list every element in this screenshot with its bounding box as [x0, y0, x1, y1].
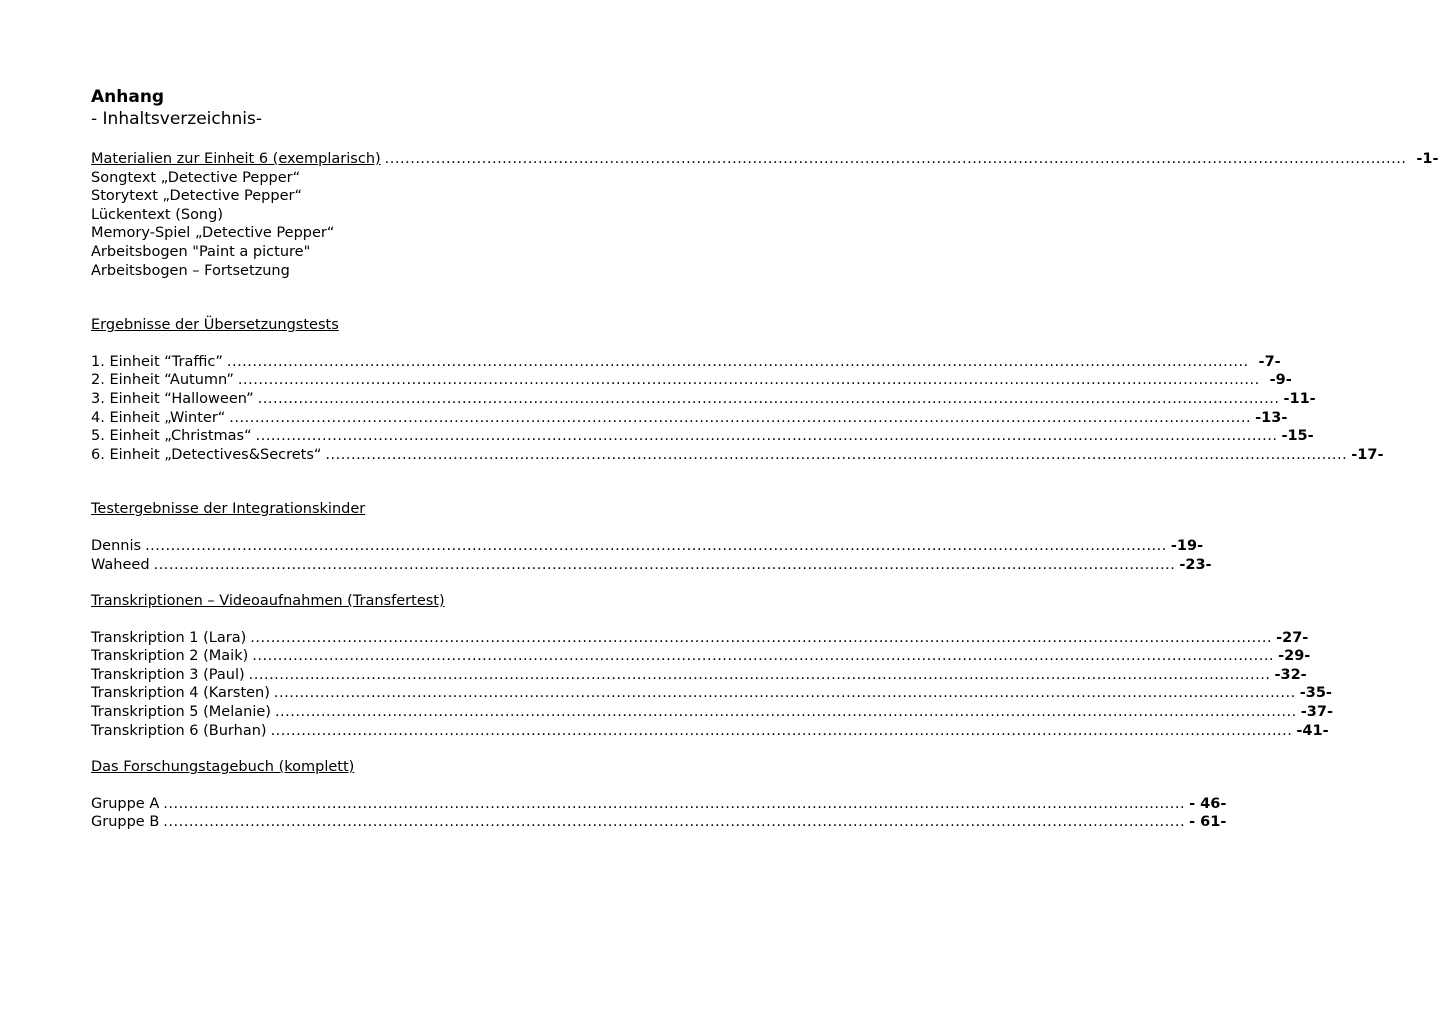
toc-entry: [91, 722, 1329, 741]
page-number: -35-: [1299, 685, 1332, 702]
toc-entry: [91, 537, 1204, 556]
section-title: Ergebnisse der Übersetzungstests: [91, 317, 339, 334]
dot-leader: ........................................................................................................................................................................................................: [250, 629, 1273, 646]
toc-entry: [91, 556, 1212, 575]
toc-entry: [91, 647, 1311, 666]
page-number: -27-: [1276, 629, 1309, 646]
page-number: -41-: [1296, 722, 1329, 739]
spacer: [91, 777, 681, 795]
dot-leader: ........................................................................................................................................................................................................: [270, 722, 1293, 739]
item-label: Arbeitsbogen – Fortsetzung: [91, 262, 290, 279]
dot-leader: ........................................................................................................................................................................................................: [163, 814, 1186, 831]
toc-entry: [91, 684, 1332, 703]
dot-leader: ........................................................................................................................................................................................................: [226, 353, 1249, 370]
toc-page: [91, 86, 1439, 832]
toc-entry: [91, 427, 1314, 446]
page-number: -17-: [1351, 446, 1384, 463]
dot-leader: ........................................................................................................................................................................................................: [255, 428, 1278, 445]
dot-leader: ........................................................................................................................................................................................................: [273, 685, 1296, 702]
entry-label: Transkription 4 (Karsten): [91, 685, 270, 702]
item-label: Lückentext (Song): [91, 206, 223, 223]
spacer: [91, 740, 681, 758]
toc-entry: [91, 353, 1281, 372]
dot-leader: ........................................................................................................................................................................................................: [257, 390, 1280, 407]
toc-item: [91, 169, 681, 188]
section-title: Transkriptionen – Videoaufnahmen (Transfertest): [91, 593, 445, 610]
toc-item: [91, 187, 681, 206]
section-title: Testergebnisse der Integrationskinder: [91, 501, 366, 518]
entry-label: Transkription 3 (Paul): [91, 666, 245, 683]
toc-entry: [91, 629, 1309, 648]
page-number: -23-: [1179, 556, 1212, 573]
entry-label: Transkription 2 (Maik): [91, 648, 249, 665]
entry-label: Dennis: [91, 537, 142, 554]
toc-section-uebersetzungstests: [91, 316, 681, 335]
item-label: Storytext „Detective Pepper“: [91, 188, 302, 205]
section-title: Das Forschungstagebuch (komplett): [91, 759, 355, 776]
page-number: -29-: [1278, 648, 1311, 665]
page-number: -7-: [1258, 353, 1281, 370]
dot-leader: ........................................................................................................................................................................................................: [252, 648, 1275, 665]
entry-label: Waheed: [91, 556, 150, 573]
entry-label: 6. Einheit „Detectives&Secrets“: [91, 446, 322, 463]
entry-label: Gruppe A: [91, 795, 160, 812]
dot-leader: ........................................................................................................................................................................................................: [163, 795, 1186, 812]
page-number: - 46-: [1189, 795, 1227, 812]
toc-item: [91, 243, 681, 262]
page-number: - 61-: [1189, 814, 1227, 831]
dot-leader: ........................................................................................................................................................................................................: [325, 446, 1348, 463]
entry-label: 2. Einheit “Autumn”: [91, 372, 234, 389]
spacer: [91, 464, 681, 500]
page-number: -13-: [1255, 409, 1288, 426]
toc-item: [91, 224, 681, 243]
toc-section-materialien: [91, 150, 1439, 169]
toc-entry: [91, 666, 1307, 685]
spacer: [91, 280, 681, 316]
entry-label: 1. Einheit “Traffic”: [91, 353, 223, 370]
toc-entry: [91, 446, 1384, 465]
page-number: -37-: [1300, 704, 1333, 721]
entry-label: Transkription 5 (Melanie): [91, 704, 271, 721]
toc-section-transkriptionen: [91, 592, 681, 611]
page-number: -19-: [1170, 537, 1204, 554]
spacer: [91, 574, 681, 592]
item-label: Arbeitsbogen "Paint a picture": [91, 243, 311, 260]
dot-leader: ........................................................................................................................................................................................................: [248, 666, 1271, 683]
toc-item: [91, 206, 681, 225]
item-label: Memory-Spiel „Detective Pepper“: [91, 225, 335, 242]
dot-leader: ........................................................................................................................................................................................................: [384, 151, 1407, 167]
spacer: [91, 611, 681, 629]
entry-label: Gruppe B: [91, 814, 160, 831]
toc-entry: [91, 795, 1227, 814]
toc-section-forschungstagebuch: [91, 758, 681, 777]
toc-entry: [91, 409, 1288, 428]
dot-leader: ........................................................................................................................................................................................................: [145, 537, 1167, 554]
section-title: Materialien zur Einheit 6 (exemplarisch): [91, 151, 381, 167]
page-number: -9-: [1269, 372, 1292, 389]
spacer: [91, 335, 681, 353]
page-heading: Anhang: [91, 87, 165, 107]
dot-leader: ........................................................................................................................................................................................................: [153, 556, 1176, 573]
page-number: -11-: [1283, 390, 1316, 407]
dot-leader: ........................................................................................................................................................................................................: [237, 372, 1260, 389]
item-label: Songtext „Detective Pepper“: [91, 169, 301, 186]
toc-item: [91, 262, 681, 281]
dot-leader: ........................................................................................................................................................................................................: [274, 704, 1297, 721]
toc-entry: [91, 390, 1316, 409]
page-number: -15-: [1281, 428, 1314, 445]
page-subheading: - Inhaltsverzeichnis-: [91, 109, 262, 129]
entry-label: 5. Einheit „Christmas“: [91, 428, 252, 445]
entry-label: 3. Einheit “Halloween”: [91, 390, 254, 407]
dot-leader: ........................................................................................................................................................................................................: [229, 409, 1252, 426]
toc-entry: [91, 813, 1227, 832]
entry-label: Transkription 1 (Lara): [91, 629, 247, 646]
toc-section-integrationskinder: [91, 500, 681, 519]
toc-entry: [91, 371, 1292, 390]
entry-label: 4. Einheit „Winter“: [91, 409, 226, 426]
toc-entry: [91, 703, 1333, 722]
entry-label: Transkription 6 (Burhan): [91, 722, 267, 739]
page-number: -1-: [1416, 151, 1439, 167]
page-number: -32-: [1274, 666, 1307, 683]
spacer: [91, 519, 681, 537]
